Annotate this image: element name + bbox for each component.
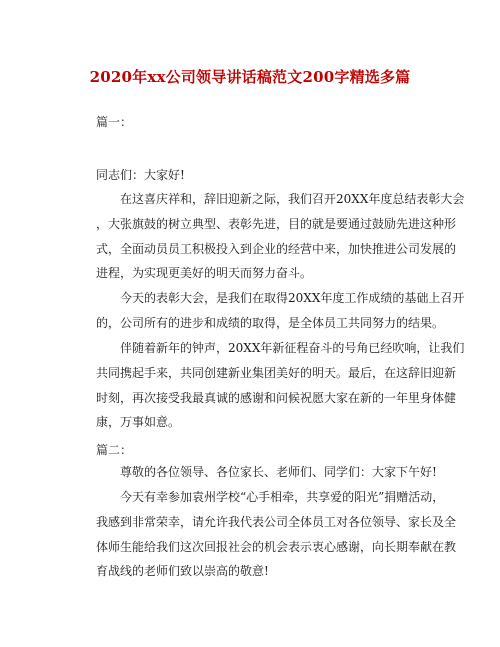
section-greeting <box>96 163 416 188</box>
text-line: 康，万事如意。 <box>96 415 181 430</box>
paragraph <box>96 485 457 584</box>
text-line: 今天的表彰大会，是我们在取得20XX年度工作成绩的基础上召开 <box>120 291 465 305</box>
section-heading: 篇二： <box>96 443 133 457</box>
text-line: 我感到非常荣幸，请允许我代表公司全体员工对各位领导、家长及全 <box>96 514 457 529</box>
text-line: 式，全面动员员工积极投入到企业的经营中来，加快推进公司发展的 <box>96 241 457 256</box>
section-greeting <box>96 460 437 485</box>
paragraph <box>96 187 465 286</box>
text-line: 同志们：大家好! <box>96 168 185 182</box>
paragraph <box>96 286 465 336</box>
text-line: 进程，为实现更美好的明天而努力奋斗。 <box>96 266 313 281</box>
text-line: 今天有幸参加袁州学校“心手相牵，共享爱的阳光”捐赠活动， <box>120 490 445 504</box>
text-line: 在这喜庆祥和，辞旧迎新之际，我们召开20XX年度总结表彰大会 <box>120 192 465 206</box>
text-line: 育战线的老师们致以崇高的敬意! <box>96 564 269 579</box>
paragraph <box>96 336 465 435</box>
text-line: 伴随着新年的钟声，20XX年新征程奋斗的号角已经吹响，让我们 <box>120 341 465 355</box>
text-line: 时刻，再次接受我最真诚的感谢和问候祝愿大家在新的一年里身体健 <box>96 390 457 405</box>
text-line: 尊敬的各位领导、各位家长、老师们、同学们：大家下午好! <box>120 465 437 479</box>
text-line: 共同携起手来，共同创建新业集团美好的明天。最后，在这辞旧迎新 <box>96 365 457 380</box>
text-line: 的，公司所有的进步和成绩的取得，是全体员工共同努力的结果。 <box>96 315 445 330</box>
section-heading: 篇一： <box>96 115 133 129</box>
document-title: 2020年xx公司领导讲话稿范文200字精选多篇 <box>89 68 411 86</box>
text-line: ，大张旗鼓的树立典型、表彰先进，目的就是要通过鼓励先进这种形 <box>96 216 457 231</box>
text-line: 体师生能给我们这次回报社会的机会表示衷心感谢，向长期奉献在教 <box>96 539 457 554</box>
